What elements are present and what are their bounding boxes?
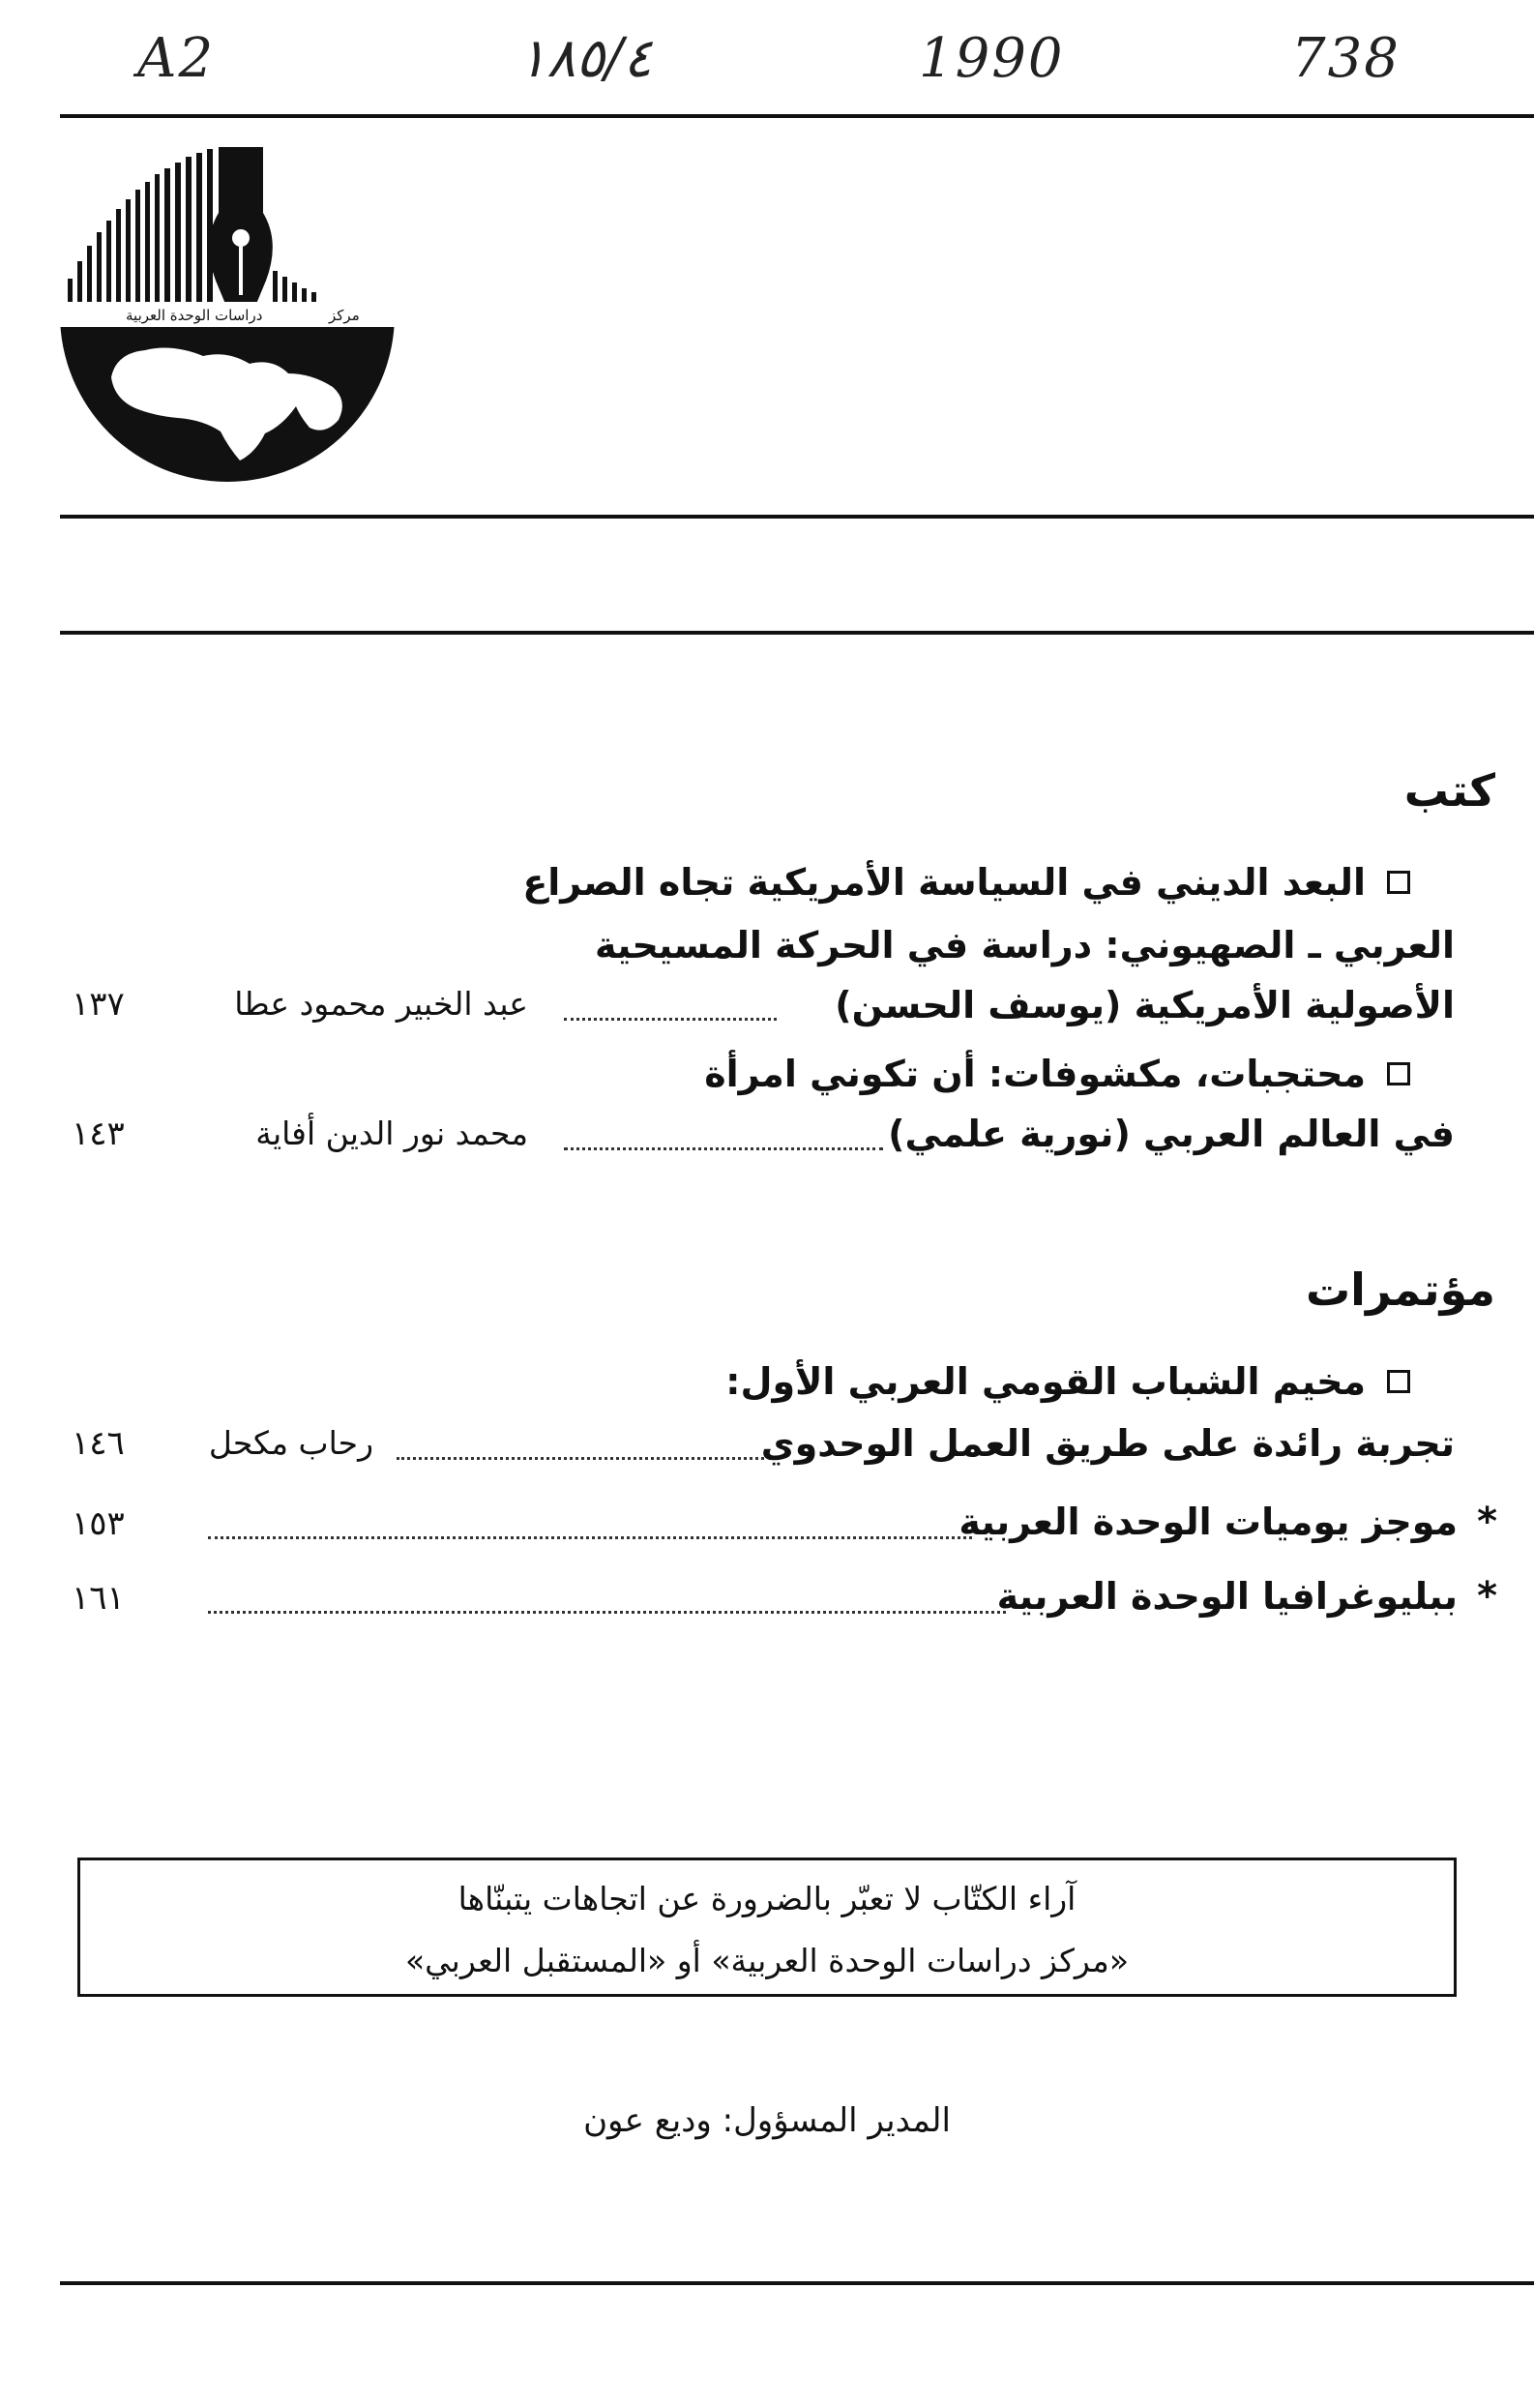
checkbox-icon	[1387, 1370, 1410, 1393]
checkbox-icon	[1387, 1062, 1410, 1085]
entry-page-number: ١٤٦	[72, 1424, 125, 1463]
asterisk-icon: *	[1477, 1500, 1497, 1544]
handwritten-number: ١٨٥/٤	[517, 27, 653, 90]
entry-page-number: ١٣٧	[72, 985, 125, 1024]
section-heading-conferences: مؤتمرات	[1305, 1263, 1495, 1316]
handwritten-ref: 738	[1291, 27, 1401, 90]
checkbox-icon	[1387, 871, 1410, 894]
entry-author: رحاب مكحل	[208, 1424, 373, 1462]
asterisk-icon: *	[1477, 1574, 1497, 1619]
logo	[58, 145, 397, 484]
entry-title-line: تجربة رائدة على طريق العمل الوحدوي	[760, 1422, 1455, 1465]
leader-dots	[397, 1457, 764, 1460]
top-rule	[60, 114, 1534, 118]
entry-title-line: البعد الديني في السياسة الأمريكية تجاه الصراع	[522, 861, 1410, 904]
disclaimer-line-2: «مركز دراسات الوحدة العربية» أو «المستقبل العربي»	[404, 1942, 1130, 1979]
entry-title-line: الأصولية الأمريكية (يوسف الحسن)	[835, 984, 1455, 1026]
logo-text-left: دراسات الوحدة العربية	[126, 307, 263, 324]
leader-dots	[564, 1018, 777, 1021]
entry-title-line: محتجبات، مكشوفات: أن تكوني امرأة	[704, 1053, 1410, 1095]
entry-author: عبد الخبير محمود عطا	[234, 985, 528, 1023]
logo-text-right: مركز	[329, 307, 360, 324]
handwritten-year: 1990	[919, 27, 1065, 90]
starred-entry-page-number: ١٥٣	[72, 1504, 125, 1543]
starred-entry-title: *موجز يوميات الوحدة العربية	[959, 1500, 1497, 1544]
leader-dots	[208, 1611, 1006, 1614]
managing-director: المدير المسؤول: وديع عون	[583, 2101, 951, 2140]
header-rule-1	[60, 515, 1534, 519]
leader-dots	[208, 1536, 972, 1539]
entry-page-number: ١٤٣	[72, 1115, 125, 1153]
header-rule-2	[60, 631, 1534, 635]
starred-entry-page-number: ١٦١	[72, 1579, 125, 1618]
logo-emblem	[58, 145, 397, 484]
leader-dots	[564, 1147, 883, 1150]
entry-title-line: العربي ـ الصهيوني: دراسة في الحركة المسيحية	[594, 924, 1455, 966]
entry-author: محمد نور الدين أفاية	[255, 1115, 528, 1152]
disclaimer-line-1: آراء الكتّاب لا تعبّر بالضرورة عن اتجاهات يتبنّاها	[457, 1880, 1077, 1917]
footer-rule	[60, 2281, 1534, 2285]
starred-entry-title: *ببليوغرافيا الوحدة العربية	[996, 1574, 1497, 1619]
section-heading-books: كتب	[1403, 764, 1495, 817]
handwritten-code: A2	[137, 27, 216, 90]
disclaimer-box	[77, 1858, 1457, 1997]
entry-title-line: في العالم العربي (نورية علمي)	[888, 1113, 1455, 1155]
entry-title-line: مخيم الشباب القومي العربي الأول:	[725, 1360, 1410, 1403]
